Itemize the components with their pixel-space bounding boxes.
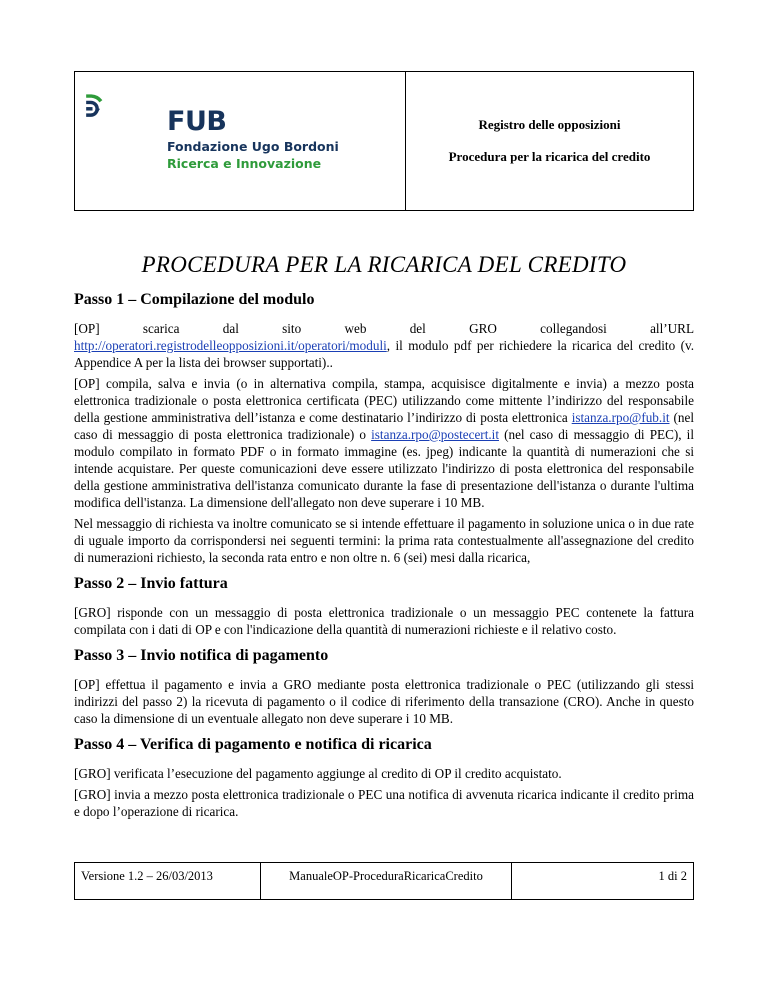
footer-filename: ManualeOP-ProceduraRicaricaCredito: [261, 863, 512, 899]
step-1-paragraph-1: [OP] scarica dal sito web del GRO collegandosi all’URL http://operatori.registrodelleopposizioni.it/operatori/moduli, il modulo pdf per richiedere la ricarica del credito (v. Appendice A per la lista dei browser supportati)..: [74, 321, 695, 370]
logo-line-2: Ricerca e Innovazione: [167, 156, 322, 171]
step-2-paragraph-1: [GRO] risponde con un messaggio di posta elettronica tradizionale o un messaggio PEC contenete la fattura compilata con i dati di OP e con l'indicazione della quantità di numerazioni richieste e il relativo costo.: [74, 605, 694, 637]
step-4-paragraph-2: [GRO] invia a mezzo posta elettronica tradizionale o PEC una notifica di avvenuta ricarica indicante il credito prima e dopo l’operazione di ricarica.: [74, 787, 694, 819]
step-2-heading: Passo 2 – Invio fattura: [74, 575, 228, 592]
step-3-section: [74, 646, 694, 727]
document-title: PROCEDURA PER LA RICARICA DEL CREDITO: [141, 252, 627, 277]
footer-table: [74, 862, 694, 900]
header-title-2: Procedura per la ricarica del credito: [448, 149, 651, 164]
step-1-section: [74, 290, 694, 566]
logo-line-1: Fondazione Ugo Bordoni: [167, 139, 339, 154]
email-link-postecert[interactable]: istanza.rpo@postecert.it: [371, 427, 499, 442]
header-table: [74, 71, 694, 211]
step-1-paragraph-3: Nel messaggio di richiesta va inoltre comunicato se si intende effettuare il pagamento in soluzione unica o in due rate di uguale importo da corrispondersi nei seguenti termini: la prima rata contestualmente all'assegnazione del credito di numerazioni richiesto, la seconda rata entro e non oltre n. 6 (sei) mesi dalla ricarica,: [74, 516, 694, 565]
step-4-section: [74, 735, 694, 820]
moduli-link[interactable]: http://operatori.registrodelleopposizioni.it/operatori/moduli: [74, 338, 387, 353]
step-3-paragraph-1: [OP] effettua il pagamento e invia a GRO mediante posta elettronica tradizionale o PEC (utilizzando gli stessi indirizzi del passo 2) la ricevuta di pagamento o il codice di riferimento della transazione (CRO). Anche in questo caso la dimensione di un eventuale allegato non deve superare i 10 MB.: [74, 677, 694, 726]
step-4-paragraph-1: [GRO] verificata l’esecuzione del pagamento aggiunge al credito di OP il credito acquistato.: [74, 766, 562, 781]
logo-cell: [75, 72, 406, 210]
step-3-heading: Passo 3 – Invio notifica di pagamento: [74, 647, 329, 664]
step-1-heading: Passo 1 – Compilazione del modulo: [74, 291, 315, 308]
step-2-section: [74, 574, 694, 638]
document-body: [74, 290, 694, 828]
step-4-heading: Passo 4 – Verifica di pagamento e notifica di ricarica: [74, 736, 432, 753]
logo-brand: FUB: [167, 106, 227, 137]
fub-logo-icon: [85, 92, 169, 187]
footer-page-number: 1 di 2: [658, 869, 687, 883]
step-1-paragraph-2: [OP] compila, salva e invia (o in alternativa compila, stampa, acquisisce digitalmente e invia) a mezzo posta elettronica tradizionale o posta elettronica certificata (PEC) utilizzando come mittente l’indirizzo del responsabile della gestione amministrativa dell’istanza e come destinatario l’indirizzo di posta elettronica istanza.rpo@fub.it (nel caso di messaggio di posta elettronica tradizionale) o istanza.rpo@postecert.it (nel caso di messaggio di PEC), il modulo compilato in formato PDF o in formato immagine (es. jpeg) indicante la quantità di numerazioni che si intende acquistare. Per queste comunicazioni deve essere utilizzato l'indirizzo di posta elettronica del responsabile della gestione amministrativa dell'istanza comunicato durante la fase di presentazione dell'istanza o durante l'ultima modifica dell'istanza. La dimensione dell'allegato non deve superare i 10 MB.: [74, 376, 694, 510]
header-title-1: Registro delle opposizioni: [478, 117, 621, 132]
footer-version: Versione 1.2 – 26/03/2013: [75, 863, 261, 899]
email-link-fub[interactable]: istanza.rpo@fub.it: [571, 410, 670, 425]
header-title-cell: [406, 72, 693, 210]
